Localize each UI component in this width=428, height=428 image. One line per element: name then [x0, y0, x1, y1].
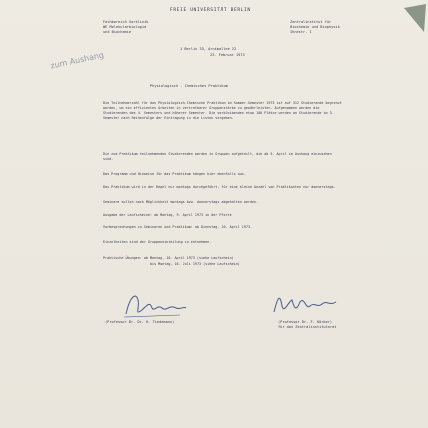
- signatory-right-role: für den Zentralinstitutsrat: [278, 325, 337, 329]
- paragraph: Das Praktikum wird in der Regel nur montags durchgeführt, für eine kleine Anzahl von Praktikanten nur donnerstags.: [103, 185, 336, 189]
- date-line: 23. Februar 1973: [210, 53, 245, 57]
- signature-right: [270, 292, 340, 318]
- paragraph: Seminare sollen nach Möglichkeit montags bzw. donnerstags abgehalten werden.: [103, 200, 259, 204]
- schedule-line: Ausgabe der Laufscheine: ab Montag, 9. April 1973 in der Pforte: [103, 213, 232, 217]
- institute-block: [290, 20, 340, 36]
- signatory-right-name: (Professor Dr. F. Körber): [278, 320, 333, 324]
- department-line: Fachbereich Vorklinik: [103, 20, 149, 24]
- paragraph: Die zum Praktikum teilnehmenden Studierenden werden in Gruppen aufgeteilt, die ab 5. April im Aushang einzusehen sind.: [103, 152, 332, 161]
- institute-line: Zentralinstitut für: [290, 20, 332, 24]
- page-corner-mark: [398, 2, 428, 36]
- schedule-line: Einzelheiten sind der Gruppeneinteilung zu entnehmen.: [103, 240, 212, 244]
- signatory-left-name: (Professor Dr. Dr. H. Tiedemann): [105, 320, 175, 324]
- schedule-line: Praktische Übungen: ab Montag, 16. April 1973 (siehe Laufschein): [103, 256, 234, 260]
- institute-line: Ihnestr. I: [290, 30, 312, 35]
- paragraph: Das Programm und Hinweise für das Praktikum hängen hier ebenfalls aus.: [103, 172, 246, 176]
- address-line: 1 Berlin 33, Arnimallee 22: [180, 47, 237, 51]
- schedule-line: bis Montag, 16. Juli 1973 (siehe Laufschein): [150, 262, 240, 266]
- department-line: und Biochemie: [103, 30, 132, 35]
- signature-left: [120, 290, 190, 320]
- stamp-text: zum Aushang: [49, 50, 105, 71]
- institute-line: Biochemie und Biophysik: [290, 25, 340, 30]
- department-block: [103, 20, 148, 36]
- department-line: WE Molekularbiologie: [103, 25, 147, 30]
- schedule-line: Vorbesprechungen zu Seminaren und Praktikum: ab Dienstag, 10. April 1973.: [103, 225, 253, 229]
- university-heading: FREIE UNIVERSITÄT BERLIN: [170, 8, 251, 13]
- subject-line: Physiologisch - Chemisches Praktikum: [150, 84, 228, 88]
- signatory-right-block: [278, 320, 336, 330]
- paragraph: Die Teilnehmerzahl für das Physiologisch-Chemische Praktikum im Sommer-Semester 1973 ist auf 312 Studierende begrenzt worden, um ein effizientes Arbeiten in vertretbarer Gruppenstärke zu gewährleisten. Aufgenommen werden die Studierenden des 4. Semesters und höherer Semester. Die verbleibenden etwa 100 Plätze werden an Studierende im 3. Semester nach Reihenfolge der Eintragung in die Listen vergeben.: [103, 101, 342, 120]
